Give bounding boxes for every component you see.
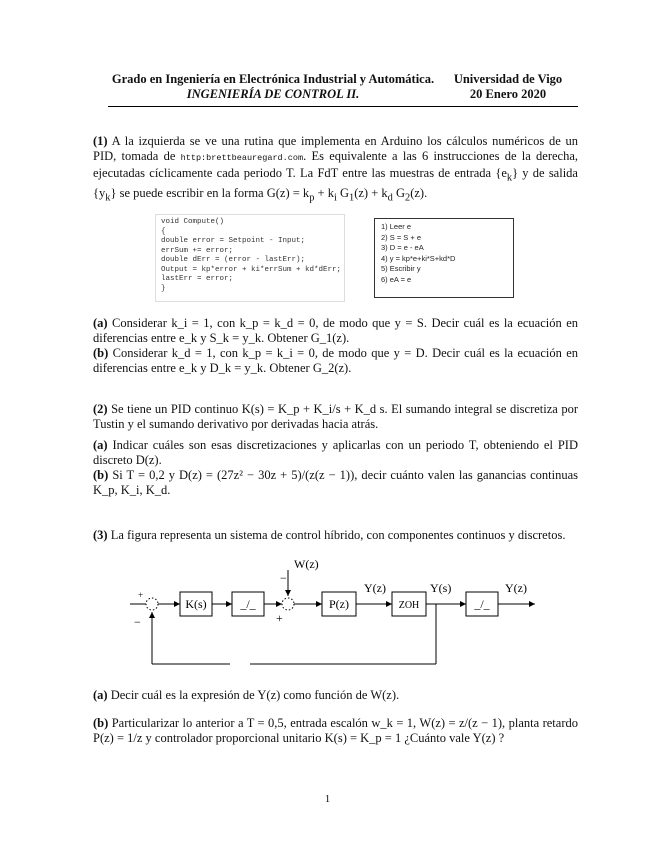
header-rule xyxy=(108,106,578,107)
q2-number: (2) xyxy=(93,402,108,416)
label-y-s: Y(s) xyxy=(430,581,452,595)
code-line: { xyxy=(161,227,166,236)
instruction-line: 3) D = e - eA xyxy=(381,243,424,252)
instruction-line: 1) Leer e xyxy=(381,222,412,231)
instruction-line: 6) eA = e xyxy=(381,274,412,284)
q1-text-b: . Es equivalente a las 6 instrucciones de la derecha, ejecutadas cíclicamente cada periodo T. La FdT entre las muestras de entrada {e xyxy=(93,149,579,180)
label-block-p: P(z) xyxy=(329,597,349,611)
code-line: errSum += error; xyxy=(161,246,234,255)
header-degree: Grado en Ingeniería en Electrónica Industrial y Automática. xyxy=(111,72,435,86)
q1-part-b-text: Considerar k_d = 1, con k_p = k_i = 0, de modo que y = D. Decir cuál es la ecuación en diferencias entre e_k y D_k = y_k. Obtener G_2(z). xyxy=(93,346,579,375)
q1-part-a xyxy=(93,316,578,346)
sum-junction-2 xyxy=(282,598,294,610)
label-block-zoh: ZOH xyxy=(398,600,420,611)
code-line: void Compute() xyxy=(161,218,225,226)
arrowhead-output xyxy=(529,601,535,607)
label-sum2-plus: + xyxy=(276,611,283,625)
q1-part-a-label: (a) xyxy=(93,316,108,330)
q1-text-c: } y de salida {y xyxy=(93,166,578,200)
arrowhead-sum2 xyxy=(276,601,282,607)
arrowhead-zoh xyxy=(386,601,392,607)
q1-part-b-label: (b) xyxy=(93,346,109,360)
arrowhead-sampler2 xyxy=(460,601,466,607)
code-line: lastErr = error; xyxy=(161,275,234,283)
q1-part-a-text: Considerar k_i = 1, con k_p = k_d = 0, de modo que y = S. Decir cuál es la ecuación en diferencias entre e_k y S_k = y_k. Obtener G_1(z). xyxy=(93,316,579,345)
q3-part-a-label: (a) xyxy=(93,688,108,702)
q1-text-d: } se puede escribir en la forma G(z) = k xyxy=(110,185,310,200)
q3-part-b xyxy=(93,716,578,746)
q2-part-b xyxy=(93,468,578,498)
header-date-text: 20 Enero 2020 xyxy=(469,87,547,101)
code-line: double error = Setpoint - Input; xyxy=(161,237,306,245)
code-line: Output = kp*error + ki*errSum + kd*dErr; xyxy=(161,265,342,274)
label-y-z-1: Y(z) xyxy=(364,581,386,595)
header-university-block xyxy=(448,72,568,102)
header-degree-block xyxy=(108,72,438,102)
arrowhead-feedback xyxy=(149,612,155,618)
q3-part-b-text: Particularizar lo anterior a T = 0,5, entrada escalón w_k = 1, W(z) = z/(z − 1), planta retardo P(z) = 1/z y controlador proporcional unitario K(s) = K_p = 1 ¿Cuánto vale Y(z) ? xyxy=(93,716,578,745)
q3-text: La figura representa un sistema de control híbrido, con componentes continuos y discretos. xyxy=(110,528,566,542)
q2-part-b-text: Si T = 0,2 y D(z) = (27z² − 30z + 5)/(z(z − 1)), decir cuánto valen las ganancias continuas K_p, K_i, K_d. xyxy=(93,468,578,497)
q2-part-b-label: (b) xyxy=(93,468,109,482)
label-sum2-minus: − xyxy=(280,571,287,585)
arrowhead-sampler1 xyxy=(226,601,232,607)
q2-part-a-text: Indicar cuáles son esas discretizaciones y aplicarlas con un periodo T, obteniendo el PID discreto D(z). xyxy=(93,438,578,467)
instructions-panel xyxy=(374,218,514,298)
q3-number: (3) xyxy=(93,528,108,542)
instruction-lines xyxy=(381,222,507,285)
q1-url: http:brettbeauregard.com xyxy=(180,153,304,163)
code-line: } xyxy=(161,284,166,293)
q3-statement xyxy=(93,528,578,543)
label-w: W(z) xyxy=(294,557,319,571)
q1-statement: (1) A la izquierda se ve una rutina que implementa en Arduino los cálculos numéricos de un PID, tomada de http:brettbeauregard.com. Es equivalente a las 6 instrucciones de la derecha, ejecutadas cíclicamente cada periodo T. La FdT entre las muestras de entrada $\{e_k\}$ y de salida $\{y_k\}$ se puede escribir en la forma $G(z) = k_p + k_i$ $G_1(z) + k_d$ $G_2(z)$. xyxy=(93,134,579,203)
header-course: INGENIERÍA DE CONTROL II. xyxy=(186,87,360,101)
q2-statement xyxy=(93,402,578,432)
label-block-k: K(s) xyxy=(185,597,207,611)
instruction-line: 4) y = kp*e+ki*S+kd*D xyxy=(381,253,456,263)
q2-part-a-label: (a) xyxy=(93,438,108,452)
arrowhead-p xyxy=(316,601,322,607)
q1-number: (1) xyxy=(93,134,108,148)
code-line: double dErr = (error - lastErr); xyxy=(161,256,306,264)
label-sampler-2: _/_ xyxy=(474,597,490,611)
q2-text: Se tiene un PID continuo K(s) = K_p + K_i/s + K_d s. El sumando integral se discretiza por Tustin y el sumando derivativo por derivadas hacia atrás. xyxy=(93,402,579,431)
q3-part-a xyxy=(93,688,578,703)
sum-junction-1 xyxy=(146,598,158,610)
arrowhead-k xyxy=(174,601,180,607)
label-sum1-minus: − xyxy=(134,615,141,629)
code-lines xyxy=(161,218,342,294)
q3-part-a-text: Decir cuál es la expresión de Y(z) como función de W(z). xyxy=(110,688,400,702)
q2-part-a xyxy=(93,438,578,468)
instruction-line: 2) S = S + e xyxy=(381,232,422,242)
label-sampler-1: _/_ xyxy=(240,597,256,611)
label-sum1-plus: + xyxy=(138,590,144,600)
arduino-code-panel xyxy=(155,214,345,302)
q3-part-b-label: (b) xyxy=(93,716,109,730)
arrowhead-disturbance xyxy=(285,590,291,596)
header-university: Universidad de Vigo xyxy=(453,72,563,86)
block-diagram xyxy=(130,556,550,671)
q1-part-b xyxy=(93,346,578,376)
header-date xyxy=(448,87,568,102)
instruction-line: 5) Escribir y xyxy=(381,264,421,273)
q1-text-a: A la izquierda se ve una rutina que implementa en Arduino los cálculos numéricos de un PID, tomada de xyxy=(93,134,579,163)
label-y-z-2: Y(z) xyxy=(505,581,527,595)
page-number: 1 xyxy=(324,793,331,805)
